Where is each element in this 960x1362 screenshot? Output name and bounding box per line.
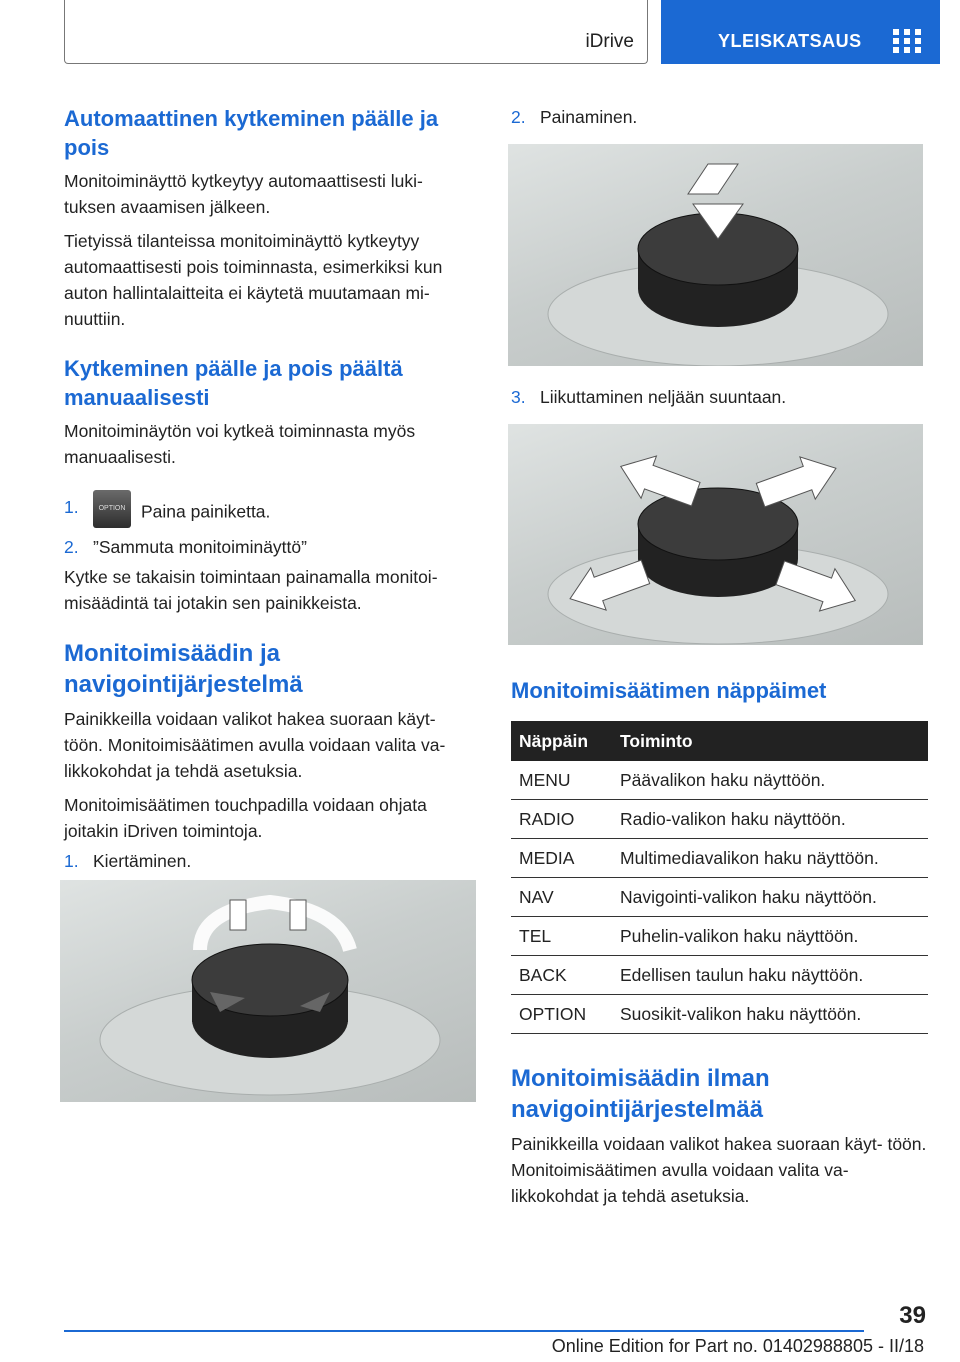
key-cell: NAV xyxy=(511,878,612,917)
step-number: 1. xyxy=(64,851,79,871)
controller-press-image xyxy=(508,144,923,366)
paragraph: Painikkeilla voidaan valikot hakea suoraan käyt- töön. Monitoimisäätimen avulla voidaan valita va- likkokohdat ja tehdä asetuksia. xyxy=(511,1134,927,1206)
key-cell: OPTION xyxy=(511,995,612,1034)
function-cell: Radio-valikon haku näyttöön. xyxy=(612,800,928,839)
step-number: 2. xyxy=(511,107,526,127)
heading-auto-switch: Automaattinen kytkeminen päälle ja pois xyxy=(64,106,439,160)
left-column xyxy=(64,100,476,874)
paragraph: Painikkeilla voidaan valikot hakea suoraan käyt- töön. Monitoimisäätimen avulla voidaan valita va- likkokohdat ja tehdä asetuksia. xyxy=(64,709,446,781)
table-row xyxy=(511,800,928,839)
table-row xyxy=(511,839,928,878)
key-cell: MENU xyxy=(511,761,612,800)
keys-table xyxy=(511,721,928,1034)
step-text: Paina painiketta. xyxy=(141,501,271,522)
list-item xyxy=(511,104,929,130)
list-item xyxy=(64,848,476,874)
function-cell: Multimediavalikon haku näyttöön. xyxy=(612,839,928,878)
column-header-key: Näppäin xyxy=(511,721,612,761)
footer-divider xyxy=(64,1330,864,1332)
paragraph: Kytke se takaisin toimintaan painamalla monitoi- misäädintä tai jotakin sen painikkeista. xyxy=(64,567,438,613)
list-item xyxy=(511,384,786,410)
paragraph: Monitoiminäyttö kytkeytyy automaattisesti luki- tuksen avaamisen jälkeen. xyxy=(64,171,423,217)
section-no-nav xyxy=(511,1063,929,1209)
function-cell: Puhelin-valikon haku näyttöön. xyxy=(612,917,928,956)
list-item xyxy=(64,494,476,532)
heading-manual-switch: Kytkeminen päälle ja pois päältä manuaalisesti xyxy=(64,356,403,410)
table-row xyxy=(511,917,928,956)
overview-tab-label: YLEISKATSAUS xyxy=(718,31,862,51)
section-title: iDrive xyxy=(585,31,634,52)
step-text: Liikuttaminen neljään suuntaan. xyxy=(540,387,787,407)
option-button-icon: OPTION xyxy=(93,490,131,528)
footer-edition: Online Edition for Part no. 01402988805 - II/18 xyxy=(551,1336,924,1356)
table-row xyxy=(511,761,928,800)
step-text: Kiertäminen. xyxy=(93,851,192,871)
function-cell: Päävalikon haku näyttöön. xyxy=(612,761,928,800)
controller-rotate-image xyxy=(60,880,476,1102)
key-cell: RADIO xyxy=(511,800,612,839)
key-cell: TEL xyxy=(511,917,612,956)
heading-controller-no-nav: Monitoimisäädin ilman navigointijärjestelmää xyxy=(511,1065,770,1123)
function-cell: Suosikit-valikon haku näyttöön. xyxy=(612,995,928,1034)
table-row xyxy=(511,995,928,1034)
step-text: ”Sammuta monitoiminäyttö” xyxy=(93,537,307,557)
overview-tab[interactable] xyxy=(661,0,940,64)
heading-controller-keys: Monitoimisäätimen näppäimet xyxy=(511,678,827,703)
column-header-function: Toiminto xyxy=(612,721,928,761)
header-frame xyxy=(64,0,648,64)
page-number: 39 xyxy=(899,1302,926,1329)
step-number: 1. xyxy=(64,497,79,517)
step-number: 2. xyxy=(64,537,79,557)
function-cell: Navigointi-valikon haku näyttöön. xyxy=(612,878,928,917)
key-cell: BACK xyxy=(511,956,612,995)
key-cell: MEDIA xyxy=(511,839,612,878)
table-header-row xyxy=(511,721,928,761)
heading-controller-nav: Monitoimisäädin ja navigointijärjestelmä xyxy=(64,640,303,698)
paragraph: Tietyissä tilanteissa monitoiminäyttö kytkeytyy automaattisesti pois toiminnasta, esimerkiksi kun auton hallintalaitteita ei käytetä muutamaan mi- nuuttiin. xyxy=(64,231,443,329)
paragraph: Monitoiminäytön voi kytkeä toiminnasta myös manuaalisesti. xyxy=(64,421,416,467)
list-item xyxy=(64,534,476,560)
step-text: Painaminen. xyxy=(540,107,638,127)
step-number: 3. xyxy=(511,387,526,407)
right-column xyxy=(511,100,929,130)
function-cell: Edellisen taulun haku näyttöön. xyxy=(612,956,928,995)
controller-move-image xyxy=(508,424,923,645)
paragraph: Monitoimisäätimen touchpadilla voidaan ohjata joitakin iDriven toimintoja. xyxy=(64,795,427,841)
grid-icon xyxy=(893,29,923,53)
table-row xyxy=(511,956,928,995)
table-row xyxy=(511,878,928,917)
